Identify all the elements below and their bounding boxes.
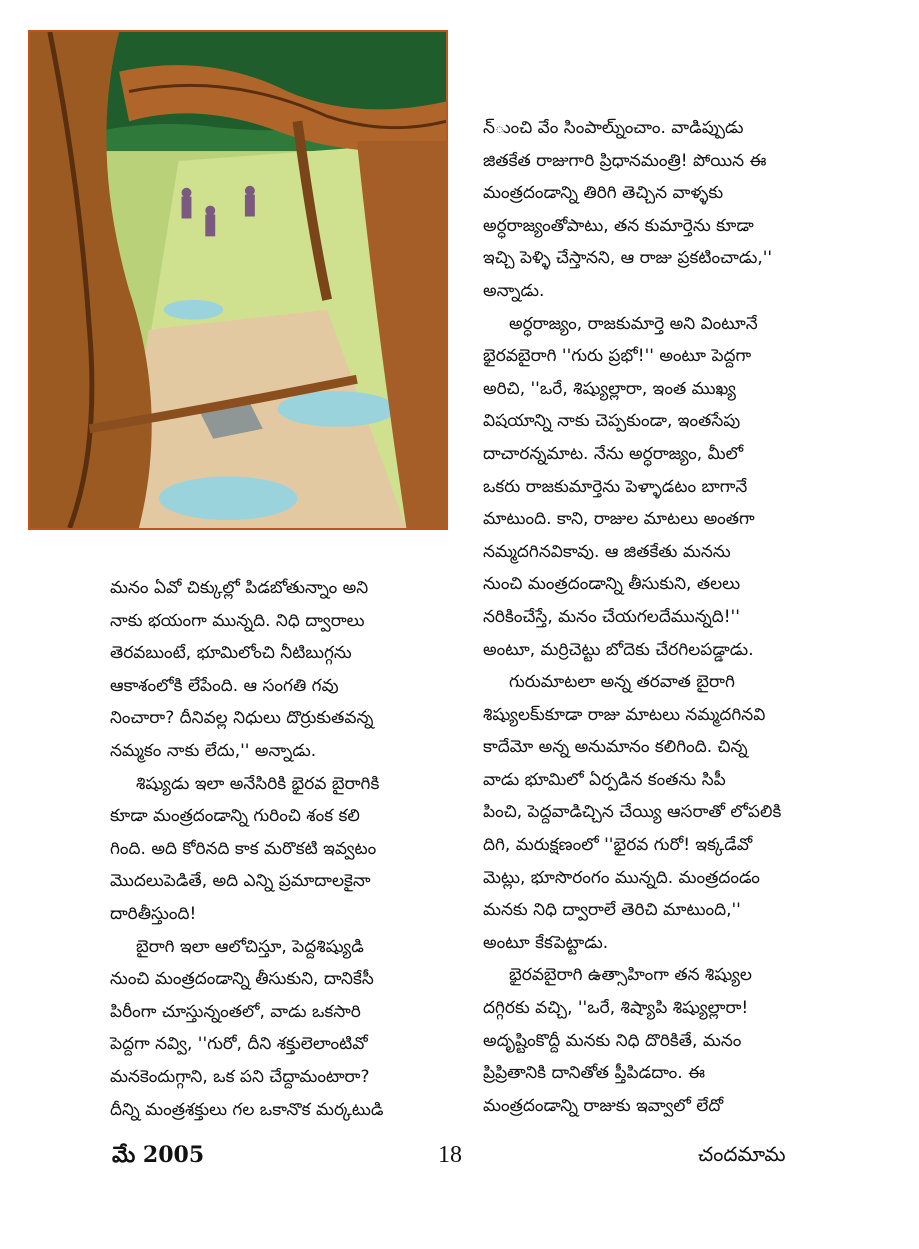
text-line: అన్నాడు. — [483, 280, 545, 301]
text-line: భైరవబైరాగి ఉత్సాహింగా తన శిష్యుల — [509, 965, 752, 986]
text-line: మనకు నిధి ద్వారాలే తెరిచి మాటుంది,'' — [483, 900, 741, 921]
text-line: మంత్రదండాన్ని రాజుకు ఇవ్వాలో లేదో — [483, 1095, 724, 1116]
text-line: అర్ధరాజ్యంతోపాటు, తన కుమార్తెను కూడా — [483, 215, 754, 236]
text-line: న్ుంచి వేం సింపాల్ను్ంచాం. వాడిప్పుడు — [483, 118, 744, 138]
text-line: దారితీస్తుంది! — [110, 903, 197, 924]
text-line: మెట్లు, భూసొరంగం మున్నది. మంత్రదండం — [483, 867, 760, 888]
text-line: పిరీంగా చూస్తున్నంతలో, వాడు ఒకసారి — [110, 1001, 361, 1022]
text-line: వాడు భూమిలో ఏర్పడిన కంతను సిపీ — [483, 769, 726, 790]
text-line: పించి, పెద్దవాడిచ్చిన చేయ్యి ఆసరాతో లోపలికి — [483, 802, 782, 823]
text-line: నమ్మకం నాకు లేదు,'' అన్నాడు. — [110, 740, 317, 761]
text-line: బైరాగి ఇలా ఆలోచిస్తూ, పెద్దశిష్యుడి — [136, 936, 364, 957]
text-line: అరిచి, ''ఒరే, శిష్యుల్లారా, ఇంత ముఖ్య — [483, 378, 736, 399]
text-line: పెద్దగా నవ్వి, ''గురో, దీని శక్తులెలాంటివో — [110, 1034, 368, 1055]
text-line: మొదలుపెడితే, అది ఎన్ని ప్రమాదాలకైనా — [110, 871, 371, 892]
text-line: ఆకాశంలోకి లేపేంది. ఆ సంగతి గవు — [110, 675, 339, 696]
text-line: గింది. అది కోరినది కాక మరొకటి ఇవ్వటం — [110, 838, 377, 859]
text-line: మనకెందుగ్గాని, ఒక పని చేద్దామంటారా? — [110, 1066, 370, 1087]
text-line: విషయాన్ని నాకు చెప్పకుండా, ఇంతసేపు — [483, 411, 741, 432]
text-line: అంటూ, మర్రిచెట్టు బోదెకు చేరగిలపడ్డాడు. — [483, 639, 754, 660]
text-line: జితకేత రాజుగారి ప్రిధానమంత్రి! పోయిన ఈ — [483, 150, 767, 171]
text-line: కూడా మంత్రదండాన్ని గురించి శంక కలి — [110, 806, 360, 827]
text-line: దీన్ని మంత్రశక్తులు గల ఒకానొక మర్కటుడి — [110, 1099, 384, 1120]
text-line: నమ్మదగినవికావు. ఆ జితకేతు మనను — [483, 541, 731, 562]
text-line: శిష్యులకు్కూడా రాజు మాటలు నమ్మదగినవి — [483, 704, 766, 725]
story-illustration — [28, 30, 448, 530]
text-line: అంటూ కేకపెట్టాడు. — [483, 932, 609, 953]
text-line: దాచారన్నమాట. నేను అర్ధరాజ్యం, మీలో — [483, 443, 744, 464]
text-line: దగ్గిరకు వచ్చి, ''ఒరే, శిష్యాపి శిష్యుల్లారా! — [483, 998, 749, 1019]
text-line: కాదేమో అన్న అనుమానం కలిగింది. చిన్న — [483, 737, 748, 758]
magazine-name: చందమామ — [698, 1142, 786, 1166]
left-text-column — [110, 572, 458, 1126]
text-line: నాకు భయంగా మున్నది. నిధి ద్వారాలు — [110, 610, 365, 631]
text-line: మనం ఏవో చిక్కుల్లో పిడబోతున్నాం అని — [110, 578, 369, 598]
text-line: గురుమాటలా అన్న తరవాత బైరాగి — [509, 672, 735, 693]
text-line: దిగి, మరుక్షణంలో ''భైరవ గురో! ఇక్కడేవో — [483, 835, 753, 856]
text-line: నుంచి మంత్రదండాన్ని తీసుకుని, దానికేసీ — [110, 969, 374, 990]
page-number: 18 — [438, 1142, 462, 1168]
text-line: ఇచ్చి పెళ్ళి చేస్తానని, ఆ రాజు ప్రకటించాడు,'' — [483, 248, 773, 269]
text-line: మంత్రదండాన్ని తిరిగి తెచ్చిన వాళ్ళకు — [483, 183, 724, 204]
text-line: ప్రిప్రితానికి దానితోత ప్తీపిడదాం. ఈ — [483, 1063, 706, 1084]
text-line: నుంచి మంత్రదండాన్ని తీసుకుని, తలలు — [483, 574, 741, 595]
text-line: ఒకరు రాజకుమార్తెను పెళ్ళాడటం బాగానే — [483, 476, 748, 497]
text-line: శిష్యుడు ఇలా అనేసిరికి భైరవ బైరాగికి — [136, 773, 380, 794]
text-line: అర్ధరాజ్యం, రాజకుమార్తె అని వింటూనే — [509, 313, 758, 334]
text-line: మాటుంది. కాని, రాజుల మాటలు అంతగా — [483, 509, 755, 530]
text-line: తెరవబుంటే, భూమిలోంచి నీటిబుగ్గను — [110, 643, 352, 664]
text-line: అదృష్టింకొద్దీ మనకు నిధి దొరికితే, మనం — [483, 1030, 742, 1051]
text-line: భైరవబైరాగి ''గురు ప్రభో!'' అంటూ పెద్దగా — [483, 346, 752, 367]
text-line: నించారా? దీనివల్ల నిధులు దొర్రుకుతవన్న — [110, 708, 374, 729]
forest-illustration-image — [30, 32, 446, 528]
text-line: నరికించేస్తే, మనం చేయగలదేమున్నది!'' — [483, 606, 740, 627]
issue-date: మే 2005 — [112, 1142, 205, 1168]
right-text-column — [483, 112, 875, 1122]
